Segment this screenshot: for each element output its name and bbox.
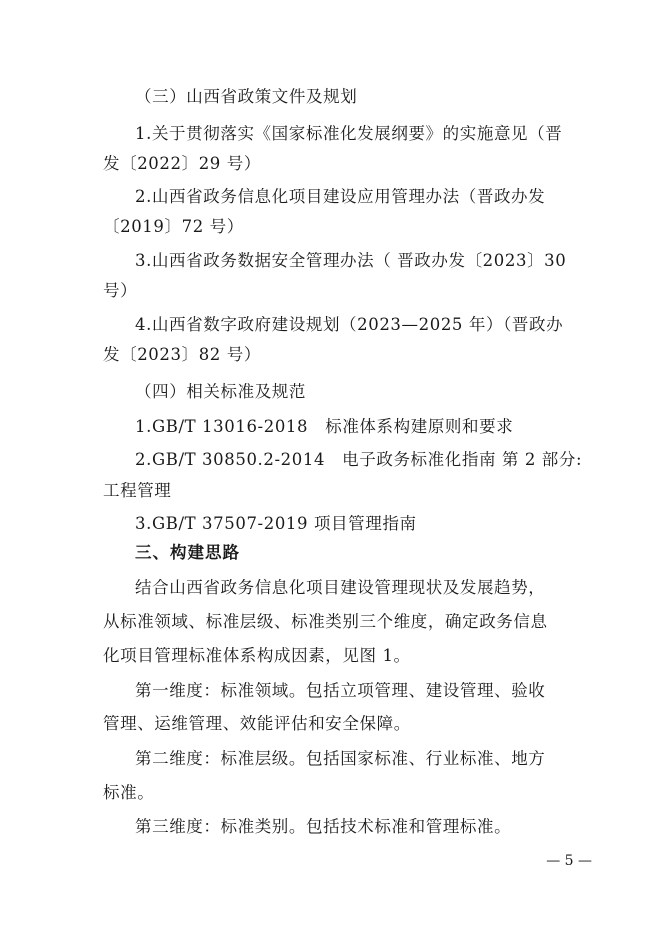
dimension-2-line-2: 标准。 [103, 783, 155, 802]
policy-item-3-line-2: 号） [103, 281, 138, 300]
dimension-3-line-1: 第三维度：标准类别。包括技术标准和管理标准。 [135, 817, 512, 836]
paragraph-approach-line-1: 结合山西省政务信息化项目建设管理现状及发展趋势， [135, 578, 546, 597]
dimension-2-line-1: 第二维度：标准层级。包括国家标准、行业标准、地方 [135, 749, 546, 768]
standard-item-2-line-2: 工程管理 [103, 481, 172, 500]
paragraph-approach-line-2: 从标准领域、标准层级、标准类别三个维度，确定政务信息 [103, 612, 548, 631]
dimension-1-line-2: 管理、运维管理、效能评估和安全保障。 [103, 714, 411, 733]
dimension-1-line-1: 第一维度：标准领域。包括立项管理、建设管理、验收 [135, 681, 546, 700]
page-number: — 5 — [546, 853, 592, 869]
policy-item-3-line-1: 3.山西省政务数据安全管理办法（ 晋政办发〔2023〕30 [135, 251, 567, 270]
standard-item-3: 3.GB/T 37507-2019 项目管理指南 [135, 514, 417, 533]
section-heading-provincial-policies: （三）山西省政策文件及规划 [135, 87, 358, 106]
policy-item-4-line-1: 4.山西省数字政府建设规划（2023—2025 年）（晋政办 [135, 315, 564, 334]
policy-item-2-line-2: 〔2019〕72 号） [103, 217, 244, 236]
standard-item-2-line-1: 2.GB/T 30850.2-2014 电子政务标准化指南 第 2 部分: [135, 450, 583, 469]
section-heading-related-standards: （四）相关标准及规范 [135, 382, 306, 401]
policy-item-2-line-1: 2.山西省政务信息化项目建设应用管理办法（晋政办发 [135, 187, 546, 206]
paragraph-approach-line-3: 化项目管理标准体系构成因素，见图 1。 [103, 646, 411, 665]
policy-item-1-line-1: 1.关于贯彻落实《国家标准化发展纲要》的实施意见（晋 [135, 124, 563, 143]
standard-item-1: 1.GB/T 13016-2018 标准体系构建原则和要求 [135, 417, 514, 436]
chapter-heading-construction-approach: 三、构建思路 [135, 543, 240, 562]
policy-item-1-line-2: 发〔2022〕29 号） [103, 154, 261, 173]
policy-item-4-line-2: 发〔2023〕82 号） [103, 345, 261, 364]
